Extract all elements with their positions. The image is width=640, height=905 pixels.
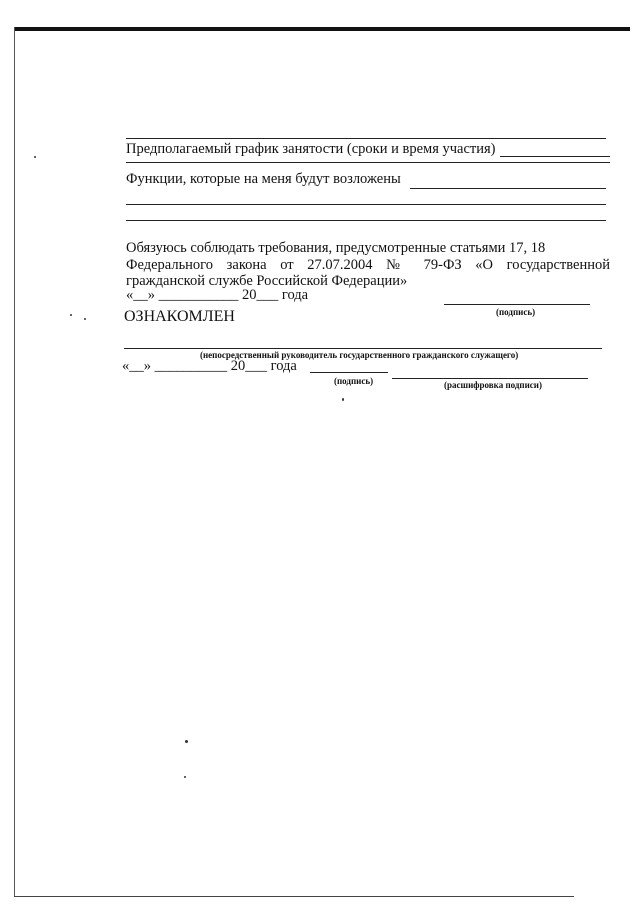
blank-line [126, 220, 606, 221]
supervisor-caption: (непосредственный руководитель государственного гражданского служащего) [200, 350, 519, 360]
scan-bottom-border [14, 896, 574, 897]
functions-label: Функции, которые на меня будут возложены [126, 171, 401, 187]
scan-top-border [14, 27, 630, 31]
signature-caption: (подпись) [496, 307, 536, 317]
obligation-text-line3: гражданской службе Российской Федерации» [126, 273, 408, 289]
blank-line [126, 138, 606, 139]
blank-line [126, 204, 606, 205]
blank-line [126, 162, 610, 163]
obligation-text-line2: Федерального закона от 27.07.2004 № 79-ФЗ «О государственной [126, 257, 610, 273]
scan-speck [70, 314, 72, 316]
scan-speck [34, 156, 36, 158]
scan-speck [185, 740, 188, 743]
scan-speck [84, 318, 86, 320]
schedule-fill-line [500, 156, 610, 157]
functions-fill-line [410, 188, 606, 189]
obligation-text-line1: Обязуюсь соблюдать требования, предусмотренные статьями 17, 18 [126, 240, 546, 256]
scan-left-border [14, 27, 15, 897]
signature-line-2 [310, 372, 388, 373]
signature-line [444, 304, 590, 305]
scan-speck [342, 398, 344, 401]
date-field: «__» ___________ 20___ года [126, 287, 309, 303]
acquainted-label: ОЗНАКОМЛЕН [124, 308, 235, 325]
signature-caption-2: (подпись) [334, 376, 374, 386]
date-field-2: «__» __________ 20___ года [122, 358, 297, 374]
scan-speck [184, 776, 186, 778]
decryption-caption: (расшифровка подписи) [444, 380, 542, 390]
decryption-line [392, 378, 588, 379]
schedule-label: Предполагаемый график занятости (сроки и время участия) [126, 141, 496, 157]
supervisor-line [124, 348, 602, 349]
